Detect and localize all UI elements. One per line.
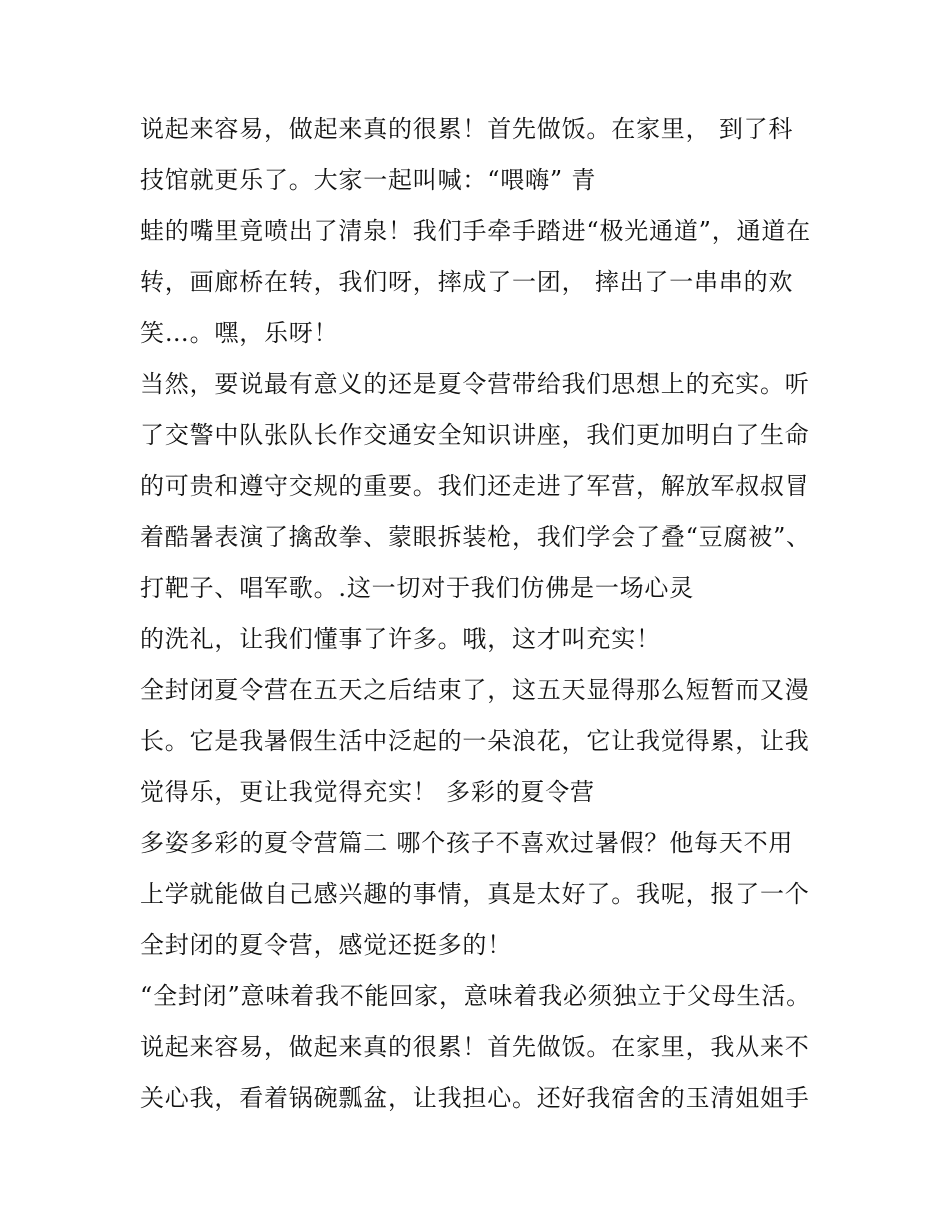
text-line-9: 着酷暑表演了擒敌拳、蒙眼拆装枪，我们学会了叠“豆腐被”、 <box>140 523 811 551</box>
text-line-16: 上学就能做自己感兴趣的事情，真是太好了。我呢，报了一个 <box>140 880 810 908</box>
text-line-14: 觉得乐，更让我觉得充实！ 多彩的夏令营 <box>140 778 595 806</box>
text-line-4: 转，画廊桥在转，我们呀，摔成了一团， 摔出了一串串的欢 <box>140 268 794 296</box>
text-line-10: 打靶子、唱军歌。.这一切对于我们仿佛是一场心灵 <box>140 574 695 602</box>
text-line-13: 长。它是我暑假生活中泛起的一朵浪花，它让我觉得累，让我 <box>140 727 810 755</box>
text-line-12: 全封闭夏令营在五天之后结束了，这五天显得那么短暂而又漫 <box>140 676 810 704</box>
text-line-19: 说起来容易，做起来真的很累！首先做饭。在家里，我从来不 <box>140 1033 810 1061</box>
text-line-17: 全封闭的夏令营，感觉还挺多的！ <box>140 931 512 959</box>
text-line-7: 了交警中队张队长作交通安全知识讲座，我们更加明白了生命 <box>140 421 810 449</box>
text-line-11: 的洗礼，让我们懂事了许多。哦，这才叫充实！ <box>140 625 661 653</box>
text-line-6: 当然，要说最有意义的还是夏令营带给我们思想上的充实。听 <box>140 370 810 398</box>
text-line-8: 的可贵和遵守交规的重要。我们还走进了军营，解放军叔叔冒 <box>140 472 810 500</box>
text-line-2: 技馆就更乐了。大家一起叫喊：“喂嗨” 青 <box>140 166 597 194</box>
text-line-5: 笑…。嘿，乐呀！ <box>140 319 339 347</box>
text-line-3: 蛙的嘴里竟喷出了清泉！我们手牵手踏进“极光通道”，通道在 <box>140 217 811 245</box>
text-line-15: 多姿多彩的夏令营篇二 哪个孩子不喜欢过暑假？他每天不用 <box>140 829 794 857</box>
text-line-1: 说起来容易，做起来真的很累！首先做饭。在家里， 到了科 <box>140 115 794 143</box>
text-line-20: 关心我，看着锅碗瓢盆，让我担心。还好我宿舍的玉清姐姐手 <box>140 1084 810 1112</box>
text-line-18: “全封闭”意味着我不能回家，意味着我必须独立于父母生活。 <box>140 982 811 1010</box>
